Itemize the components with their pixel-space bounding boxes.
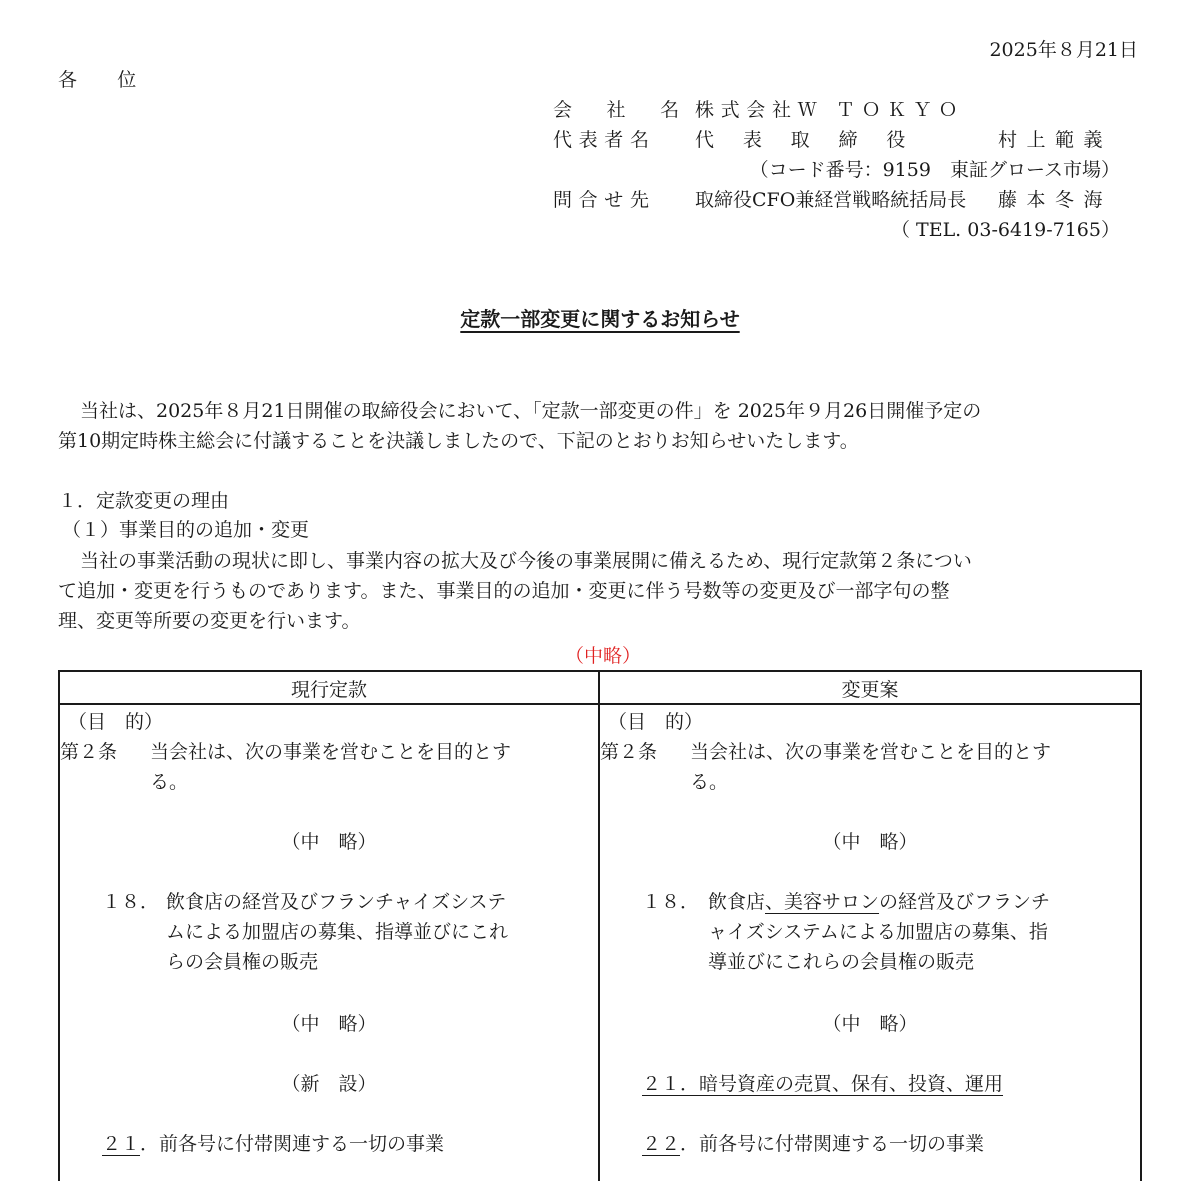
section-body-line-2: て追加・変更を行うものであります。また、事業目的の追加・変更に伴う号数等の変更及び一部字句の整 [58,580,950,602]
table-header-border [58,703,1142,705]
item-18-line-2: ャイズシステムによる加盟店の募集、指 [708,921,1048,943]
item-18-inserted-text: 、美容サロン [765,891,880,913]
article-number: 第２条 [600,741,658,763]
stock-code: （コード番号：9159 東証グロース市場） [749,159,1120,181]
table-right-border [1140,670,1142,1181]
column-header-current: 現行定款 [290,679,367,701]
page-title: 定款一部変更に関するお知らせ [460,307,740,331]
omitted-text: （中 略） [281,1013,377,1035]
document-date: 2025年８月21日 [989,39,1138,61]
addressee: 各 位 [58,69,154,91]
representative-title: 代 表 取 締 役 [695,129,917,151]
intro-line-2: 第10期定時株主総会に付議することを決議しましたので、下記のとおりお知らせいたします。 [58,430,859,452]
company-name: 株式会社Ｗ ＴＯＫＹＯ [695,99,965,121]
contact-tel: （ TEL. 03-6419-7165） [890,219,1120,241]
column-header-proposed: 変更案 [841,679,899,701]
item-18-number: １８． [102,891,160,913]
article-text-line-2: る。 [690,771,729,793]
intro-line-1: 当社は、2025年８月21日開催の取締役会において、「定款一部変更の件」を 2025年９月26日開催予定の [80,400,982,422]
new-establishment-text: （新 設） [281,1073,377,1095]
section-body-line-1: 当社の事業活動の現状に即し、事業内容の拡大及び今後の事業展開に備えるため、現行定款第２条につい [80,550,972,572]
omitted-text: （中 略） [822,831,918,853]
section-subheading: （１）事業目的の追加・変更 [62,519,310,541]
article-text-line-1: 当会社は、次の事業を営むことを目的とす [150,741,512,763]
company-name-label: 会 社 名 [553,99,694,121]
section-body-line-3: 理、変更等所要の変更を行います。 [58,610,361,632]
omitted-text: （中 略） [281,831,377,853]
representative-label: 代表者名 [553,129,656,151]
item-18-text-b: の経営及びフランチ [879,891,1051,913]
item-21-number: ２１ [102,1133,141,1155]
item-18-line-3: 導並びにこれらの会員権の販売 [708,951,975,973]
item-21-dot: ． [140,1133,160,1155]
contact-name: 藤本冬海 [998,189,1113,211]
item-18-line-1: 飲食店の経営及びフランチャイズシステ [166,891,507,913]
section-heading: １．定款変更の理由 [58,490,230,512]
item-18-line-2: ムによる加盟店の募集、指導並びにこれ [166,921,509,943]
item-18-line-1 [708,887,1050,914]
item-22-row [642,1129,984,1156]
item-18-text-a: 飲食店 [708,891,766,913]
contact-label: 問合せ先 [553,189,656,211]
omitted-text: （中 略） [822,1013,918,1035]
item-22-dot: ． [680,1133,700,1155]
item-22-text: 前各号に付帯関連する一切の事業 [699,1133,985,1155]
article-number: 第２条 [60,741,118,763]
item-21-new: ２１．暗号資産の売買、保有、投資、運用 [642,1073,1004,1095]
item-21-text: 前各号に付帯関連する一切の事業 [159,1133,445,1155]
item-18-line-3: らの会員権の販売 [166,951,319,973]
contact-title: 取締役CFO兼経営戦略統括局長 [695,189,967,211]
purpose-heading: （目 的） [608,711,704,733]
representative-name: 村上範義 [998,129,1113,151]
article-text-line-1: 当会社は、次の事業を営むことを目的とす [690,741,1052,763]
article-text-line-2: る。 [150,771,189,793]
item-21-row [102,1129,444,1156]
omitted-marker: （中略） [565,645,642,667]
item-18-number: １８． [642,891,700,913]
item-22-number: ２２ [642,1133,681,1155]
table-top-border [58,670,1142,672]
purpose-heading: （目 的） [68,711,164,733]
